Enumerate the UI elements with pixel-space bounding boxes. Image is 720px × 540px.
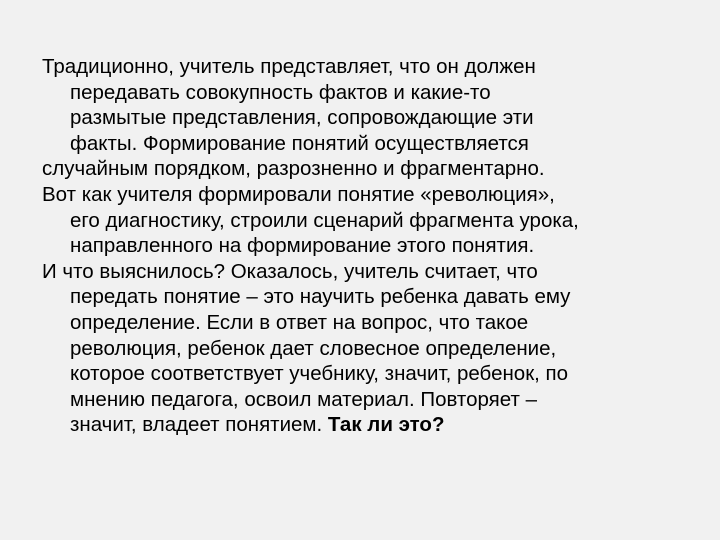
paragraph-2-line-1: случайным порядком, разрозненно и фрагментарно.	[42, 157, 545, 181]
paragraph-3	[42, 182, 702, 259]
paragraph-1-line-1: Традиционно, учитель представляет, что он должен	[42, 55, 536, 78]
paragraph-4-line-3: определение. Если в ответ на вопрос, что такое	[70, 310, 529, 334]
paragraph-1	[42, 54, 702, 156]
paragraph-3-line-3: направленного на формирование этого понятия.	[70, 234, 535, 258]
paragraph-1-line-4: факты. Формирование понятий осуществляется	[70, 131, 529, 155]
paragraph-4-line-2: передать понятие – это научить ребенка давать ему	[70, 285, 571, 309]
paragraph-4-line-7	[42, 412, 702, 438]
paragraph-1-line-2: передавать совокупность фактов и какие-то	[70, 80, 491, 104]
paragraph-3-line-1: Вот как учителя формировали понятие «революция»,	[42, 182, 555, 206]
paragraph-3-line-2: его диагностику, строили сценарий фрагмента урока,	[70, 208, 579, 232]
paragraph-4-line-4: революция, ребенок дает словесное определение,	[70, 336, 557, 360]
paragraph-4-line-7-text: значит, владеет понятием.	[70, 413, 328, 437]
paragraph-1-line-3: размытые представления, сопровождающие эти	[70, 106, 534, 130]
paragraph-4-line-5: которое соответствует учебнику, значит, ребенок, по	[70, 362, 569, 386]
closing-question: Так ли это?	[327, 413, 445, 437]
paragraph-4-line-1: И что выяснилось? Оказалось, учитель считает, что	[42, 259, 538, 283]
slide-text-body	[42, 54, 702, 438]
paragraph-2	[42, 156, 702, 182]
paragraph-4	[42, 259, 702, 438]
paragraph-4-line-6: мнению педагога, освоил материал. Повторяет –	[70, 387, 537, 411]
